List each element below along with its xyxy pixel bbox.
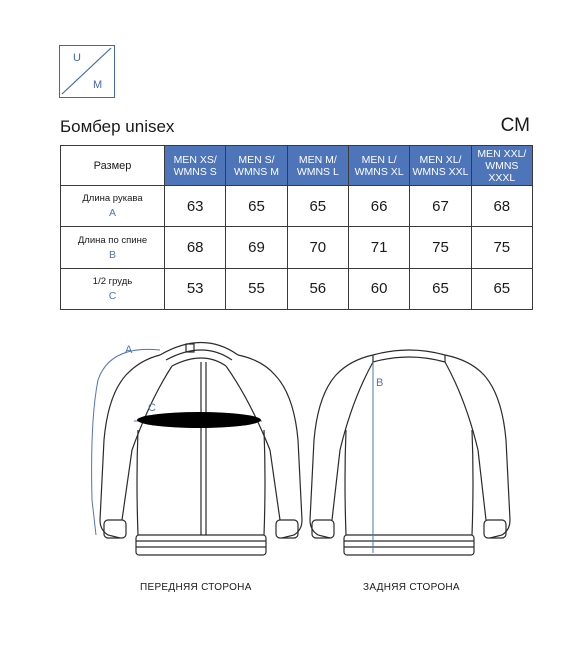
size-header-line: MEN S/ [238, 153, 275, 166]
row-label-text: Длина рукава [82, 193, 143, 205]
table-cell: 66 [348, 186, 409, 227]
table-cell: 65 [226, 186, 287, 227]
logo-letter-bottom: M [93, 79, 103, 91]
row-key-letter: B [108, 248, 116, 261]
marker-c-label: C [148, 402, 156, 414]
size-header-line: WMNS S [173, 165, 217, 178]
size-header-line: WMNS XL [354, 165, 404, 178]
sleeve-length-arrow [92, 349, 160, 535]
size-header-line: WMNS XXL [412, 165, 469, 178]
unit-label: СМ [500, 115, 530, 136]
row-label-text: 1/2 грудь [92, 275, 133, 287]
table-cell: 56 [287, 268, 348, 309]
front-view-caption: ПЕРЕДНЯЯ СТОРОНА [140, 582, 252, 593]
row-key-letter: A [108, 207, 116, 220]
size-header-line: MEN XXL/ [477, 147, 527, 160]
table-cell: 68 [165, 227, 226, 268]
row-label-text: Длина по спине [77, 234, 148, 246]
table-cell: 70 [287, 227, 348, 268]
table-cell: 65 [471, 268, 532, 309]
table-cell: 55 [226, 268, 287, 309]
product-title: Бомбер unisex [60, 117, 175, 136]
table-corner-label: Размер [61, 146, 165, 186]
table-cell: 75 [410, 227, 471, 268]
size-header-line: MEN XL/ [419, 153, 462, 166]
table-cell: 65 [287, 186, 348, 227]
table-cell: 60 [348, 268, 409, 309]
table-cell: 65 [410, 268, 471, 309]
table-cell: 68 [471, 186, 532, 227]
table-cell: 53 [165, 268, 226, 309]
table-cell: 71 [348, 227, 409, 268]
measurement-markers [92, 344, 384, 553]
size-header-line: WMNS L [296, 165, 339, 178]
size-header-line: MEN L/ [361, 153, 397, 166]
size-header-line: MEN XS/ [173, 153, 217, 166]
marker-b-label: B [376, 377, 384, 389]
row-key-letter: C [108, 289, 117, 302]
back-jacket-drawing [310, 350, 510, 555]
table-cell: 75 [471, 227, 532, 268]
size-header-line: MEN M/ [298, 153, 337, 166]
table-cell: 63 [165, 186, 226, 227]
back-view-caption: ЗАДНЯЯ СТОРОНА [363, 582, 460, 593]
chest-width-ellipse [137, 412, 261, 428]
size-header-line: WMNS M [234, 165, 279, 178]
size-header-line: WMNS XXXL [485, 159, 519, 184]
table-cell: 69 [226, 227, 287, 268]
front-jacket-drawing [100, 343, 302, 556]
logo-letter-top: U [73, 52, 81, 64]
table-cell: 67 [410, 186, 471, 227]
marker-a-label: A [125, 344, 133, 356]
